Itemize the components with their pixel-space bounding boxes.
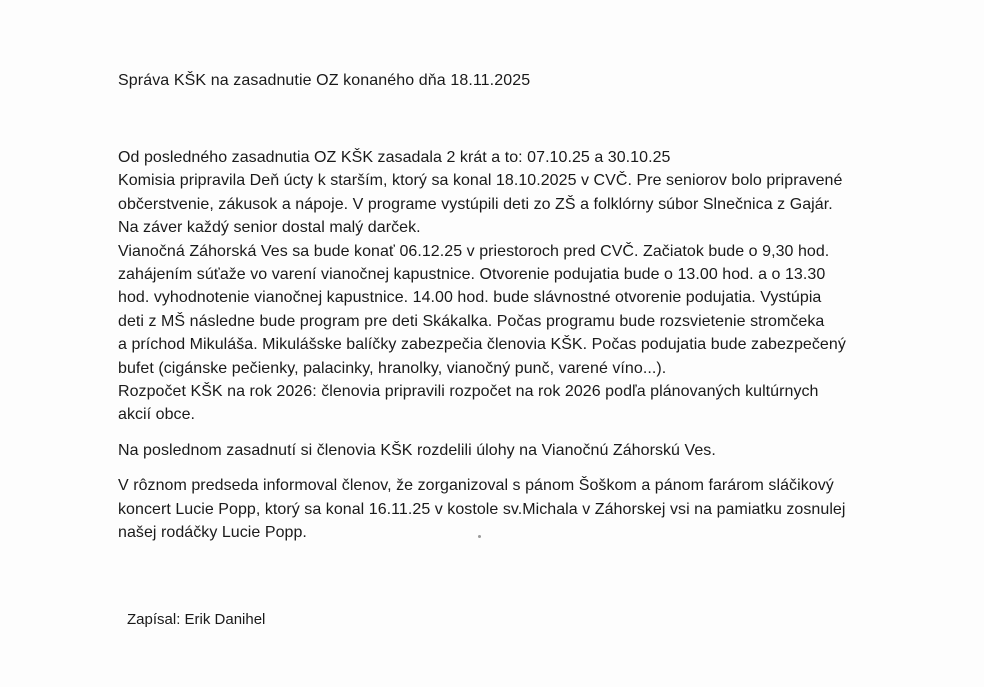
- text-line: našej rodáčky Lucie Popp.: [118, 524, 307, 542]
- paragraph-main: [118, 146, 898, 427]
- text-line: hod. vyhodnotenie vianočnej kapustnice. 14.00 hod. bude slávnostné otvorenie podujatia. Vystúpia: [118, 289, 822, 307]
- text-line: deti z MŠ následne bude program pre deti Skákalka. Počas programu bude rozsvietenie stromčeka: [118, 312, 825, 330]
- text-line: Komisia pripravila Deň úcty k starším, ktorý sa konal 18.10.2025 v CVČ. Pre seniorov bolo pripravené: [118, 172, 843, 190]
- signature-line: Zapísal: Erik Danihel: [127, 611, 266, 628]
- paragraph-tasks: [118, 439, 898, 462]
- text-line: bufet (cigánske pečienky, palacinky, hranolky, vianočný punč, varené víno...).: [118, 359, 667, 377]
- paragraph-gap: [118, 427, 898, 439]
- text-line: Od posledného zasadnutia OZ KŠK zasadala 2 krát a to: 07.10.25 a 30.10.25: [118, 149, 671, 166]
- text-line: Rozpočet KŠK na rok 2026: členovia pripravili rozpočet na rok 2026 podľa plánovaných kultúrnych: [118, 383, 819, 401]
- text-line: zahájením súťaže vo varení vianočnej kapustnice. Otvorenie podujatia bude o 13.00 hod. a o 13.30: [118, 266, 826, 284]
- document-body: [118, 146, 898, 545]
- text-line: akcií obce.: [118, 406, 196, 424]
- text-line: občerstvenie, zákusok a nápoje. V programe vystúpili deti zo ZŠ a folklórny súbor Slnečnica z Gajár.: [118, 195, 833, 213]
- paragraph-gap: [118, 462, 898, 474]
- document-title: Správa KŠK na zasadnutie OZ konaného dňa 18.11.2025: [118, 72, 531, 89]
- text-line: a príchod Mikuláša. Mikulášske balíčky zabezpečia členovia KŠK. Počas podujatia bude zabezpečený: [118, 336, 846, 354]
- paragraph-misc: [118, 474, 898, 544]
- text-line: Na záver každý senior dostal malý darček.: [118, 219, 421, 237]
- text-line: koncert Lucie Popp, ktorý sa konal 16.11.25 v kostole sv.Michala v Záhorskej vsi na pamiatku zosnulej: [118, 500, 846, 518]
- text-line: Vianočná Záhorská Ves sa bude konať 06.12.25 v priestoroch pred CVČ. Začiatok bude o 9,30 hod.: [118, 242, 830, 260]
- scan-speck: [478, 535, 481, 538]
- text-line: V rôznom predseda informoval členov, že zorganizoval s pánom Šoškom a pánom farárom sláčikový: [118, 477, 834, 495]
- text-line: Na poslednom zasadnutí si členovia KŠK rozdelili úlohy na Vianočnú Záhorskú Ves.: [118, 441, 716, 459]
